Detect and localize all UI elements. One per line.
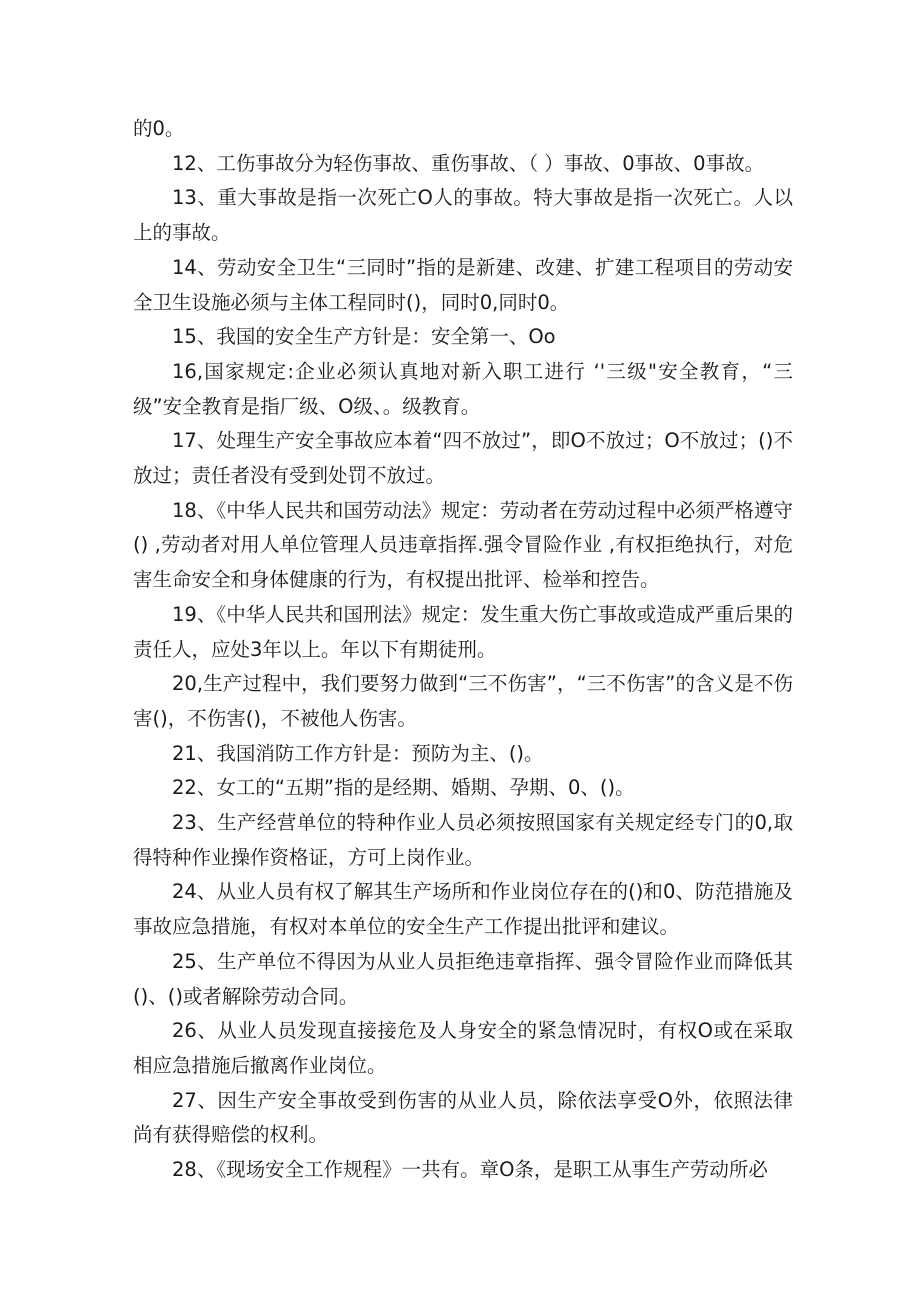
paragraph-item-28: 28、《现场安全工作规程》一共有。章O条，是职工从事生产劳动所必 [172,1158,768,1182]
paragraph-item-25: 25、生产单位不得因为从业人员拒绝违章指挥、强令冒险作业而降低其()、()或者解除劳动合同。 [133,949,793,1008]
paragraph-item-19: 19、《中华人民共和国刑法》规定：发生重大伤亡事故或造成严重后果的责任人，应处3年以上。年以下有期徒刑。 [133,602,793,661]
paragraph-item-12: 12、工伤事故分为轻伤事故、重伤事故、（ ）事故、0事故、0事故。 [172,151,765,175]
paragraph-item-21: 21、我国消防工作方针是：预防为主、()。 [172,741,544,765]
paragraph-item-16: 16,国家规定:企业必须认真地对新入职工进行 ‘'三级"安全教育，“三级”安全教育是指厂级、O级、。级教育。 [133,359,793,418]
paragraph-item-18: 18、《中华人民共和国劳动法》规定：劳动者在劳动过程中必须严格遵守() ,劳动者对用人单位管理人员违章指挥.强令冒险作业 ,有权拒绝执行，对危害生命安全和身体健康的行为，有权提出批评、检举和控告。 [133,498,793,592]
paragraph-item-14: 14、劳动安全卫生“三同时”指的是新建、改建、扩建工程项目的劳动安全卫生设施必须与主体工程同时()，同时0,同时0。 [133,255,793,314]
paragraph-item-26: 26、从业人员发现直接接危及人身安全的紧急情况时，有权O或在采取相应急措施后撤离作业岗位。 [133,1019,793,1077]
paragraph-item-20: 20,生产过程中，我们要努力做到“三不伤害”，“三不伤害”的含义是不伤害()，不伤害()，不被他人伤害。 [133,672,793,730]
paragraph-item-24: 24、从业人员有权了解其生产场所和作业岗位存在的()和0、防范措施及事故应急措施，有权对本单位的安全生产工作提出批评和建议。 [133,880,793,939]
paragraph-item-15: 15、我国的安全生产方针是：安全第一、Oo [172,325,556,349]
paragraph-item-27: 27、因生产安全事故受到伤害的从业人员，除依法享受O外，依照法律尚有获得赔偿的权利。 [133,1088,793,1147]
document-body [133,112,793,1188]
paragraph-item-17: 17、处理生产安全事故应本着“四不放过”，即O不放过；O不放过；()不放过；责任者没有受到处罚不放过。 [133,429,793,488]
paragraph-item-13: 13、重大事故是指一次死亡O人的事故。特大事故是指一次死亡。人以上的事故。 [133,186,793,245]
paragraph-item-22: 22、女工的“五期”指的是经期、婚期、孕期、0、()。 [172,776,635,800]
paragraph-continuation: 的0。 [133,117,185,140]
paragraph-item-23: 23、生产经营单位的特种作业人员必须按照国家有关规定经专门的0,取得特种作业操作资格证，方可上岗作业。 [133,811,793,869]
